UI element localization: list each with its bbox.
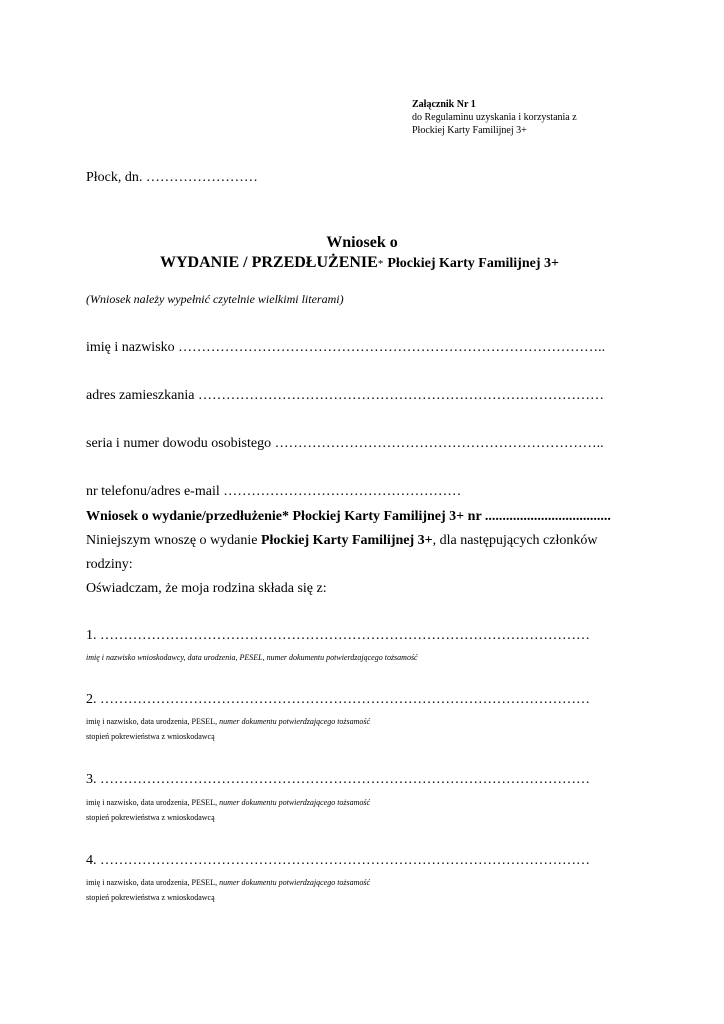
declaration-card-name: Płockiej Karty Familijnej 3+ (260, 533, 433, 548)
field-phone-email-dots: …………………………………………… (223, 484, 462, 499)
place-date-line: Płock, dn. …………………… (86, 170, 258, 185)
document-title-line-1: Wniosek o (326, 234, 398, 251)
annex-header (412, 98, 577, 137)
document-title-line-2 (160, 254, 559, 272)
member-hint-4 (86, 875, 646, 905)
family-statement: Oświadczam, że moja rodzina składa się z: (86, 581, 327, 596)
member-hint-plain: imię i nazwisko, data urodzenia, PESEL, (86, 878, 220, 887)
member-hint-plain: imię i nazwisko, data urodzenia, PESEL, (86, 798, 220, 807)
field-id-document[interactable] (86, 436, 604, 452)
annex-title: Załącznik Nr 1 (412, 99, 476, 110)
title-card-name: Płockiej Karty Familijnej 3+ (387, 256, 559, 271)
member-hint-italic: numer dokumentu potwierdzającego tożsamość (219, 717, 371, 726)
annex-line-2: do Regulaminu uzyskania i korzystania z (412, 112, 577, 123)
member-number: 4. (86, 853, 97, 868)
member-row-1[interactable] (86, 628, 590, 644)
member-hint-plain: imię i nazwisko, data urodzenia, PESEL, (86, 717, 220, 726)
member-number: 1. (86, 628, 97, 643)
field-address[interactable] (86, 388, 604, 404)
field-address-dots: …………………………………………………………………………… (197, 388, 604, 403)
member-row-3[interactable] (86, 772, 590, 788)
field-phone-email-label: nr telefonu/adres e-mail (86, 484, 220, 499)
member-hint-3 (86, 795, 646, 825)
field-address-label: adres zamieszkania (86, 388, 195, 403)
member-dots: …………………………………………………………………………………………… (100, 628, 590, 643)
declaration-part-1: Niniejszym wnoszę o wydanie (86, 533, 261, 548)
title-issue-renew: WYDANIE / PRZEDŁUŻENIE (160, 254, 378, 271)
declaration-text (86, 529, 646, 577)
member-dots: …………………………………………………………………………………………… (100, 853, 590, 868)
member-hint-relationship: stopień pokrewieństwa z wnioskodawcą (86, 813, 215, 822)
member-number: 2. (86, 692, 97, 707)
member-hint-1 (86, 650, 646, 665)
fill-instruction: (Wniosek należy wypełnić czytelnie wielkimi literami) (86, 292, 344, 306)
member-row-2[interactable] (86, 692, 590, 708)
field-full-name[interactable] (86, 340, 605, 356)
member-dots: …………………………………………………………………………………………… (100, 692, 590, 707)
member-number: 3. (86, 772, 97, 787)
member-hint-italic: numer dokumentu potwierdzającego tożsamość (219, 798, 371, 807)
field-full-name-dots: ……………………………………………………………………………….. (178, 340, 606, 355)
member-row-4[interactable] (86, 853, 590, 869)
renewal-request-line[interactable]: Wniosek o wydanie/przedłużenie* Płockiej Karty Familijnej 3+ nr .................................... (86, 509, 611, 524)
member-hint-relationship: stopień pokrewieństwa z wnioskodawcą (86, 732, 215, 741)
field-full-name-label: imię i nazwisko (86, 340, 175, 355)
member-hint-italic: numer dokumentu potwierdzającego tożsamość (219, 878, 371, 887)
annex-line-3: Płockiej Karty Familijnej 3+ (412, 125, 527, 136)
field-id-document-dots: …………………………………………………………….. (274, 436, 604, 451)
member-hint-italic: imię i nazwisko wnioskodawcy, data urodzenia, PESEL, numer dokumentu potwierdzającego tożsamość (86, 653, 418, 662)
declaration-part-2: , dla następujących członków rodziny: (86, 533, 598, 572)
member-dots: …………………………………………………………………………………………… (100, 772, 590, 787)
field-phone-email[interactable] (86, 484, 461, 500)
field-id-document-label: seria i numer dowodu osobistego (86, 436, 272, 451)
member-hint-relationship: stopień pokrewieństwa z wnioskodawcą (86, 893, 215, 902)
member-hint-2 (86, 714, 646, 744)
title-asterisk: * (377, 258, 384, 270)
